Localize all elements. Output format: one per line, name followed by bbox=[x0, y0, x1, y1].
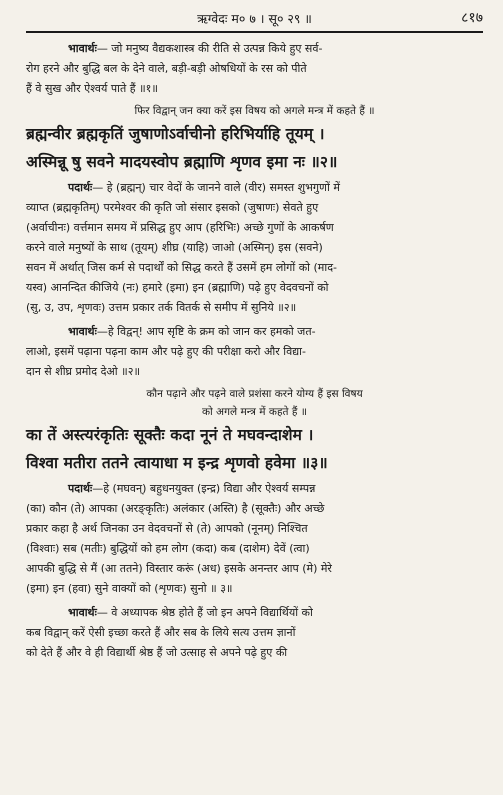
padarth-2 bbox=[26, 178, 483, 318]
bhavarth-2-line: भावार्थः—हे विद्वन्! आप सृष्टि के क्रम को जान कर हमको जत- bbox=[68, 325, 316, 338]
padarth-3-line: आपकी बुद्धि से मैं (आ ततने) विस्तार करूं (अध) इसके अनन्तर आप (मे) मेरे bbox=[26, 562, 332, 575]
mantra-3-intro-line: को अगले मन्त्र में कहते हैं ॥ bbox=[201, 406, 308, 418]
header-rule bbox=[26, 31, 483, 33]
mantra-3-intro bbox=[26, 385, 483, 421]
mantra-3 bbox=[26, 421, 483, 477]
bhavarth-2-line: दान से शीघ्र प्रमोद देओ ॥२॥ bbox=[26, 365, 141, 378]
padarth-3-line: (इमा) इन (हवा) सुने वाक्यों को (शृणवः) सुनो ॥ ३॥ bbox=[26, 582, 233, 595]
mantra-2 bbox=[26, 120, 483, 176]
padarth-3-line: प्रकार कहा है अर्थ जिनका उन वेदवचनों से (ते) आपको (नूनम्) निश्चित bbox=[26, 522, 308, 535]
padarth-2-line: यस्व) आनन्दित कीजिये (नः) हमारे (इमा) इन (ब्रह्माणि) पढ़े हुए वेदवचनों को bbox=[26, 281, 329, 294]
padarth-3-line: (का) कौन (ते) आपका (अरङ्कृतिः) अलंकार (अस्ति) है (सूक्तैः) और अच्छे bbox=[26, 502, 325, 515]
padarth-2-line: व्याप्त (ब्रह्मकृतिम्) परमेश्वर की कृति जो संसार इसको (जुषाणः) सेवते हुए bbox=[26, 201, 319, 214]
padarth-2-line: सवन में अर्थात् जिस कर्म से पदार्थों को सिद्ध करते हैं उसमें हम लोगों को (माद- bbox=[26, 261, 338, 274]
mantra-3-intro-line: कौन पढ़ाने और पढ़ने वाले प्रशंसा करने योग्य हैं इस विषय bbox=[146, 388, 363, 400]
bhavarth-1 bbox=[26, 39, 483, 99]
bhavarth-1-line: हैं वे सुख और ऐश्वर्य पाते हैं ॥१॥ bbox=[26, 82, 158, 95]
bhavarth-2-line: लाओ, इसमें पढ़ाना पढ़ना काम और पढ़े हुए की परीक्षा करो और विद्या- bbox=[26, 345, 306, 358]
mantra-2-line: ब्रह्मन्वीर ब्रह्मकृतिं जुषाणोऽर्वाचीनो हरिभिर्याहि तूयम् । bbox=[26, 125, 325, 143]
bhavarth-1-line: भावार्थः— जो मनुष्य वैद्यकशास्त्र की रीति से उत्पन्न किये हुए सर्व- bbox=[68, 42, 323, 55]
padarth-label: पदार्थः bbox=[68, 482, 93, 495]
bhavarth-1-line: रोग हरने और बुद्धि बल के देने वाले, बड़ी-बड़ी ओषधियों के रस को पीते bbox=[26, 62, 307, 75]
padarth-3-line: (विश्वाः) सब (मतीः) बुद्धियों को हम लोग (कदा) कब (दाशेम) देवें (त्वा) bbox=[26, 542, 310, 555]
page-number: ८१७ bbox=[461, 10, 483, 26]
bhavarth-3-line: भावार्थः— वे अध्यापक श्रेष्ठ होते हैं जो इन अपने विद्यार्थियों को bbox=[68, 606, 313, 619]
bhavarth-label: भावार्थः bbox=[68, 325, 97, 338]
page-header bbox=[26, 6, 483, 28]
mantra-2-intro: फिर विद्वान् जन क्या करें इस विषय को अगले मन्त्र में कहते हैं ॥ bbox=[134, 105, 375, 117]
padarth-2-line: (अर्वाचीनः) वर्त्तमान समय में प्रसिद्ध हुए आप (हरिभिः) अच्छे गुणों के आकर्षण bbox=[26, 221, 334, 234]
bhavarth-2 bbox=[26, 322, 483, 382]
mantra-3-line: का तें अस्त्यरंकृतिः सूक्तैः कदा नूनं ते मघवन्दाशेम । bbox=[26, 426, 314, 444]
bhavarth-3-line: कब विद्वान् करें ऐसी इच्छा करते हैं और सब के लिये सत्य उत्तम ज्ञानों bbox=[26, 626, 296, 639]
bhavarth-3-line: को देते हैं और वे ही विद्यार्थी श्रेष्ठ हैं जो उत्साह से अपने पढ़े हुए की bbox=[26, 646, 288, 659]
mantra-3-line: विश्वा मतीरा ततने त्वायाधा म इन्द्र शृणवो हवेमा ॥३॥ bbox=[26, 454, 328, 472]
padarth-2-line: (सु, उ, उप, शृणवः) उत्तम प्रकार तर्क वितर्क से समीप में सुनिये ॥२॥ bbox=[26, 301, 297, 314]
bhavarth-label: भावार्थः bbox=[68, 42, 97, 55]
mantra-2-line: अस्मिन्नू षु सवने मादयस्वोप ब्रह्माणि शृणव इमा नः ॥२॥ bbox=[26, 153, 338, 171]
running-head: ऋग्वेदः म० ७ । सू० २९ ॥ bbox=[197, 11, 312, 26]
bhavarth-label: भावार्थः bbox=[68, 606, 97, 619]
padarth-3-line: पदार्थः—हे (मघवन्) बहुधनयुक्त (इन्द्र) विद्या और ऐश्वर्य सम्पन्न bbox=[68, 482, 316, 495]
padarth-3 bbox=[26, 479, 483, 599]
bhavarth-3 bbox=[26, 603, 483, 663]
padarth-2-line: पदार्थः— हे (ब्रह्मन्) चार वेदों के जानने वाले (वीर) समस्त शुभगुणों में bbox=[68, 181, 340, 194]
padarth-label: पदार्थः bbox=[68, 181, 93, 194]
padarth-2-line: करने वाले मनुष्यों के साथ (तूयम्) शीघ्र (याहि) जाओ (अस्मिन्) इस (सवने) bbox=[26, 241, 323, 254]
